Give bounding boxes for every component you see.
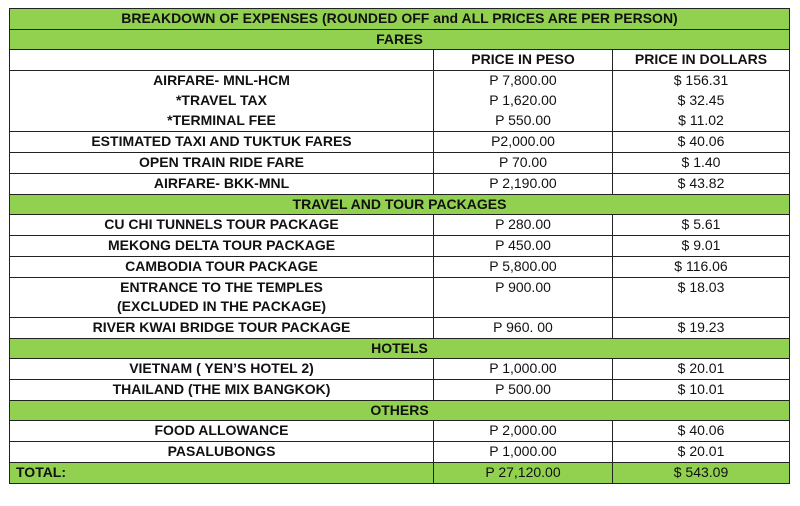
table-row xyxy=(10,278,790,318)
peso-value: P 2,190.00 xyxy=(434,174,613,195)
item-label: FOOD ALLOWANCE xyxy=(10,421,434,442)
item-label: PASALUBONGS xyxy=(10,442,434,463)
table-row xyxy=(10,215,790,236)
item-label: *TRAVEL TAX xyxy=(10,91,434,111)
total-dollars: $ 543.09 xyxy=(613,463,790,484)
item-label: CAMBODIA TOUR PACKAGE xyxy=(10,257,434,278)
peso-value: P 7,800.00 xyxy=(434,71,613,92)
section-label-fares: FARES xyxy=(10,30,790,50)
peso-value: P 900.00 xyxy=(434,278,613,318)
table-row xyxy=(10,132,790,153)
table-row xyxy=(10,421,790,442)
peso-value: P 960. 00 xyxy=(434,318,613,339)
dollar-value: $ 32.45 xyxy=(613,91,790,111)
dollar-value: $ 40.06 xyxy=(613,421,790,442)
table-row xyxy=(10,91,790,111)
item-label: *TERMINAL FEE xyxy=(10,111,434,132)
section-header-tours xyxy=(10,195,790,215)
item-label: MEKONG DELTA TOUR PACKAGE xyxy=(10,236,434,257)
dollar-value: $ 18.03 xyxy=(613,278,790,318)
peso-value: P 70.00 xyxy=(434,153,613,174)
column-header-peso: PRICE IN PESO xyxy=(434,50,613,71)
total-label: TOTAL: xyxy=(10,463,434,484)
dollar-value: $ 19.23 xyxy=(613,318,790,339)
item-label: THAILAND (THE MIX BANGKOK) xyxy=(10,380,434,401)
peso-value: P 280.00 xyxy=(434,215,613,236)
column-header-item xyxy=(10,50,434,71)
expense-table xyxy=(9,8,790,484)
item-label: RIVER KWAI BRIDGE TOUR PACKAGE xyxy=(10,318,434,339)
section-label-others: OTHERS xyxy=(10,401,790,421)
section-label-tours: TRAVEL AND TOUR PACKAGES xyxy=(10,195,790,215)
peso-value: P 500.00 xyxy=(434,380,613,401)
item-label: CU CHI TUNNELS TOUR PACKAGE xyxy=(10,215,434,236)
peso-value: P2,000.00 xyxy=(434,132,613,153)
table-title: BREAKDOWN OF EXPENSES (ROUNDED OFF and ALL PRICES ARE PER PERSON) xyxy=(10,9,790,30)
section-header-others xyxy=(10,401,790,421)
table-title-row xyxy=(10,9,790,30)
dollar-value: $ 9.01 xyxy=(613,236,790,257)
table-row xyxy=(10,153,790,174)
peso-value: P 1,000.00 xyxy=(434,359,613,380)
dollar-value: $ 43.82 xyxy=(613,174,790,195)
dollar-value: $ 116.06 xyxy=(613,257,790,278)
column-header-row xyxy=(10,50,790,71)
table-row xyxy=(10,71,790,92)
peso-value: P 1,620.00 xyxy=(434,91,613,111)
dollar-value: $ 11.02 xyxy=(613,111,790,132)
dollar-value: $ 1.40 xyxy=(613,153,790,174)
table-row xyxy=(10,359,790,380)
item-label: VIETNAM ( YEN’S HOTEL 2) xyxy=(10,359,434,380)
dollar-value: $ 40.06 xyxy=(613,132,790,153)
peso-value: P 1,000.00 xyxy=(434,442,613,463)
peso-value: P 5,800.00 xyxy=(434,257,613,278)
table-row xyxy=(10,257,790,278)
table-row xyxy=(10,174,790,195)
dollar-value: $ 10.01 xyxy=(613,380,790,401)
peso-value: P 2,000.00 xyxy=(434,421,613,442)
table-row xyxy=(10,236,790,257)
table-row xyxy=(10,111,790,132)
dollar-value: $ 20.01 xyxy=(613,442,790,463)
item-label-note: (EXCLUDED IN THE PACKAGE) xyxy=(117,298,326,314)
item-label: ESTIMATED TAXI AND TUKTUK FARES xyxy=(10,132,434,153)
table-row xyxy=(10,318,790,339)
section-header-hotels xyxy=(10,339,790,359)
expense-table-container xyxy=(9,8,790,484)
item-label: AIRFARE- BKK-MNL xyxy=(10,174,434,195)
dollar-value: $ 156.31 xyxy=(613,71,790,92)
peso-value: P 550.00 xyxy=(434,111,613,132)
peso-value: P 450.00 xyxy=(434,236,613,257)
dollar-value: $ 20.01 xyxy=(613,359,790,380)
table-row xyxy=(10,442,790,463)
column-header-dollars: PRICE IN DOLLARS xyxy=(613,50,790,71)
item-label: ENTRANCE TO THE TEMPLES xyxy=(120,279,323,295)
total-peso: P 27,120.00 xyxy=(434,463,613,484)
section-label-hotels: HOTELS xyxy=(10,339,790,359)
table-row xyxy=(10,380,790,401)
total-row xyxy=(10,463,790,484)
item-label-two-line xyxy=(10,278,434,318)
dollar-value: $ 5.61 xyxy=(613,215,790,236)
item-label: OPEN TRAIN RIDE FARE xyxy=(10,153,434,174)
item-label: AIRFARE- MNL-HCM xyxy=(10,71,434,92)
section-header-fares xyxy=(10,30,790,50)
